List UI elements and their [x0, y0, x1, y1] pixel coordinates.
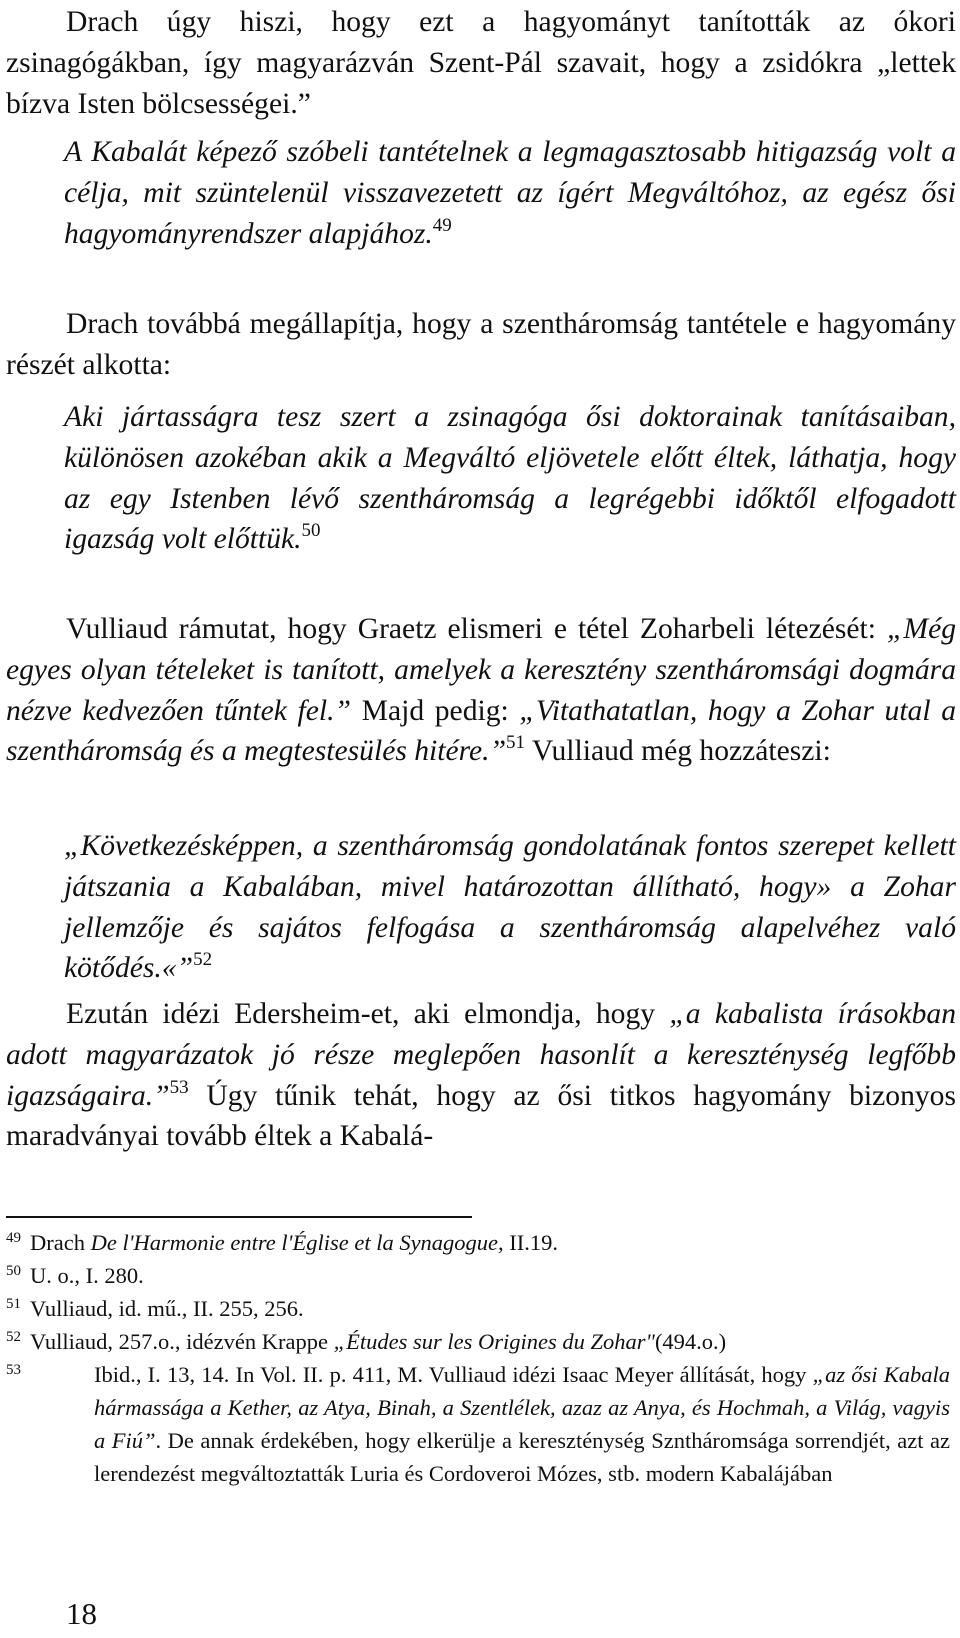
footnote-text: Ibid., I. 13, 14. In Vol. II. p. 411, M. Vulliaud idézi Isaac Meyer állítását, hogy: [94, 1362, 813, 1387]
quote-consequently: [64, 826, 956, 989]
paragraph-trinity-tradition: [6, 304, 956, 386]
footnote-text: Vulliaud, 257.o., idézvén Krappe: [30, 1329, 334, 1354]
footnotes: [6, 1226, 950, 1490]
paragraph-text: Drach továbbá megállapítja, hogy a szentháromság tantétele e hagyomány részét alkotta:: [6, 308, 956, 381]
footnote-title: De l'Harmonie entre l'Église et la Synagogue: [90, 1230, 499, 1255]
footnote-49: 49 Drach De l'Harmonie entre l'Église et la Synagogue, II.19.: [6, 1230, 559, 1255]
footnote-ref-49[interactable]: 49: [432, 214, 452, 236]
quote-kabbalah-purpose: [64, 132, 956, 254]
footnote-separator: [6, 1216, 472, 1218]
paragraph-text: Vulliaud rámutat, hogy Graetz elismeri e tétel Zoharbeli létezését:: [66, 613, 887, 645]
footnote-53: 53 Ibid., I. 13, 14. In Vol. II. p. 411, M. Vulliaud idézi Isaac Meyer állítását, hogy „az ősi Kabala hármassága a Kether, az Atya, Binah, a Szentlélek, azaz az Anya, és Hochmah, a Világ, vagyis a Fiú”. De annak érdekében, hogy elkerülje a kereszténység Szntháromsága sorrendjét, azt az lerendezést megváltoztatták Luria és Cordoveroi Mózes, stb. modern Kabalájában: [6, 1362, 950, 1486]
paragraph-text: Vulliaud még hozzáteszi:: [525, 735, 831, 768]
footnote-text: , II.19.: [498, 1230, 559, 1255]
paragraph-edersheim: [6, 994, 956, 1157]
footnote-text: . De annak érdekében, hogy elkerülje a kereszténység Szntháromsága sorrendjét, azt az lerendezést megváltoztatták Luria és Cordoveroi Mózes, stb. modern Kabalájában: [94, 1428, 950, 1486]
footnote-text: U. o., I. 280.: [30, 1263, 144, 1288]
footnote-ref-50[interactable]: 50: [301, 520, 321, 542]
footnote-text: (494.o.): [654, 1329, 727, 1354]
paragraph-text: Majd pedig:: [351, 694, 520, 727]
footnote-ref-51[interactable]: 51: [506, 732, 526, 754]
page-number: 18: [66, 1596, 97, 1631]
footnote-ref-53[interactable]: 53: [169, 1076, 189, 1098]
footnote-51: 51 Vulliaud, id. mű., II. 255, 256.: [6, 1296, 304, 1321]
inline-quote: „Még egyes olyan tételeket is tanított, amelyek a keresztény szentháromsági dogmára nézve kedvezően tűntek fel.”: [6, 613, 956, 727]
footnote-text: Vulliaud, id. mű., II. 255, 256.: [30, 1296, 304, 1321]
paragraph-drach-tradition: [6, 2, 956, 124]
quote-text: A Kabalát képező szóbeli tantételnek a legmagasztosabb hitigazság volt a célja, mit szüntelenül visszavezetett az ígért Megváltóhoz, az egész ősi hagyományrendszer alapjához.: [64, 136, 956, 250]
paragraph-vulliaud-graetz: [6, 609, 956, 772]
footnote-title: „Études sur les Origines du Zohar": [333, 1329, 655, 1354]
footnote-ref-52[interactable]: 52: [193, 949, 213, 971]
quote-text: Aki jártasságra tesz szert a zsinagóga ősi doktorainak tanításaiban, különösen azokéban akik a Megváltó eljövetele előtt éltek, láthatja, hogy az egy Istenben lévő szentháromság a legrégebbi időktől elfogadott igazság volt előttük.: [64, 401, 956, 556]
paragraph-text: Ezután idézi Edersheim-et, aki elmondja, hogy: [66, 998, 670, 1030]
paragraph-text: Úgy tűnik tehát, hogy az ősi titkos hagyomány bizonyos maradványai tovább éltek a Kabalá-: [6, 1079, 956, 1153]
quote-text: „Következésképpen, a szentháromság gondolatának fontos szerepet kellett játszania a Kabalában, mivel határozottan állítható, hogy» a Zohar jellemzője és sajátos felfogása a szentháromság alapelvéhez való kötődés.«”: [64, 830, 956, 985]
inline-quote: „Vitathatatlan, hogy a Zohar utal a szentháromság és a megtestesülés hitére.”: [6, 694, 957, 768]
footnote-52: 52 Vulliaud, 257.o., idézvén Krappe „Études sur les Origines du Zohar"(494.o.): [6, 1329, 727, 1354]
footnote-quote: „az ősi Kabala hármassága a Kether, az Atya, Binah, a Szentlélek, azaz az Anya, és Hochmah, a Világ, vagyis a Fiú”: [94, 1362, 950, 1453]
quote-synagogue-doctors: [64, 397, 956, 560]
paragraph-text: Drach úgy hiszi, hogy ezt a hagyományt tanították az ókori zsinagógákban, így magyarázván Szent-Pál szavait, hogy a zsidókra „lettek bízva Isten bölcsességei.”: [6, 6, 956, 120]
footnote-50: 50 U. o., I. 280.: [6, 1263, 144, 1288]
inline-quote: „a kabalista írásokban adott magyarázatok jó része meglepően hasonlít a kereszténység legfőbb igazságaira.”: [6, 998, 957, 1112]
footnote-text: Drach: [30, 1230, 91, 1255]
